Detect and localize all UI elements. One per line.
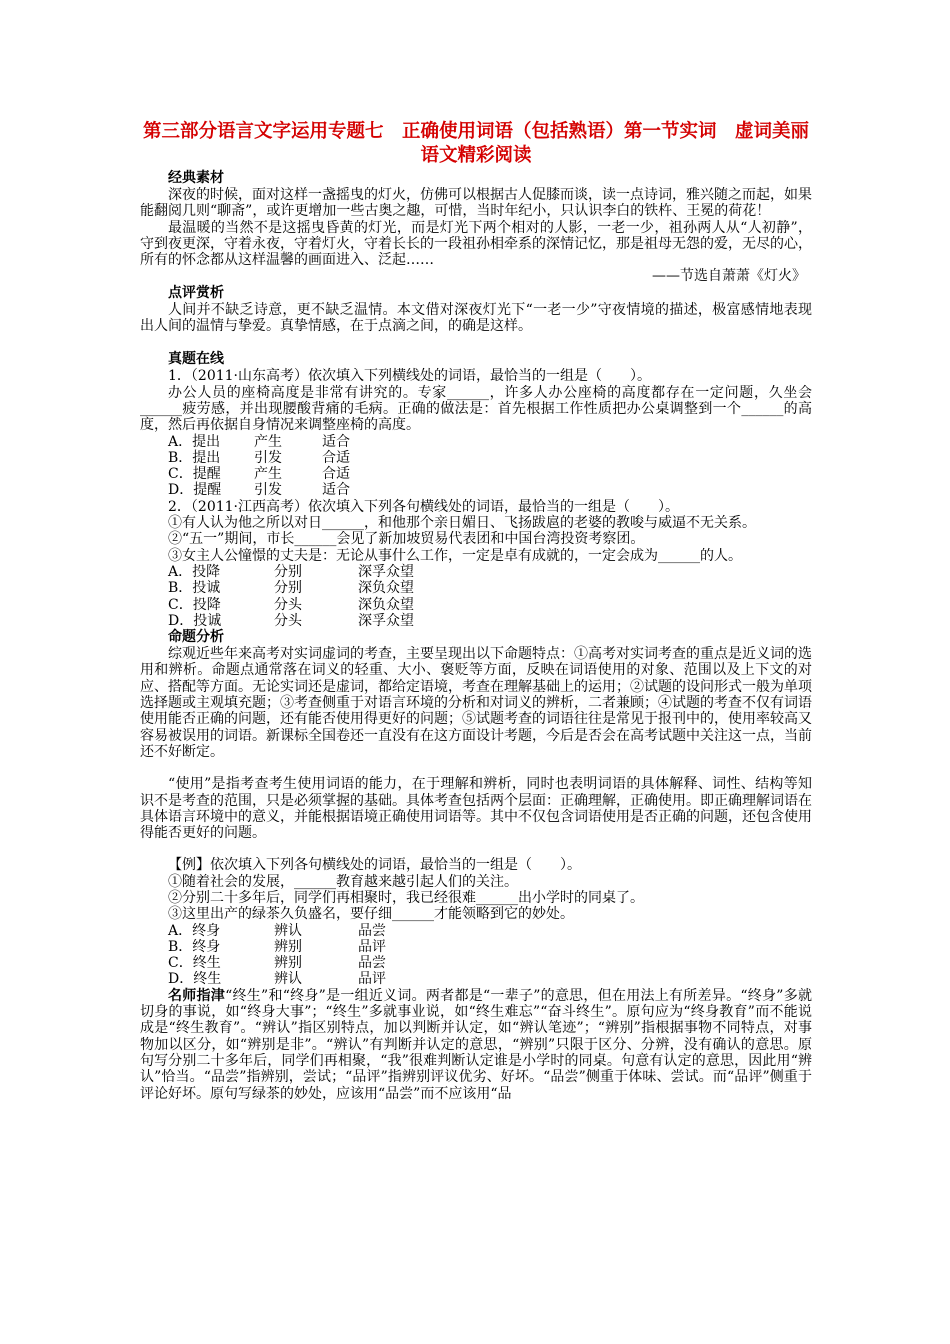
- q2-option-d: D．投诚 分头 深孚众望: [168, 612, 414, 629]
- q1-text: 办公人员的座椅高度是非常有讲究的。专家______，许多人办公座椅的高度都存在一定问题，久坐会______疲劳感，并出现腰酸背痛的毛病。正确的做法是：首先根据工作性质把办公桌调整到一个______的高度，然后再依据自身情况来调整座椅的高度。: [140, 384, 812, 434]
- analysis-paragraph-2: “使用”是指考查考生使用词语的能力，在于理解和辨析，同时也表明词语的具体解释、词性、结构等知识不是考查的范围，只是必须掌握的基础。具体考查包括两个层面：正确理解，正确使用。即正确理解词语在具体语言环境中的意义，并能根据语境正确使用词语等。其中不仅包含词语使用是否正确的问题，还包含使用得能否更好的问题。: [140, 776, 812, 842]
- example-sentence-1: ①随着社会的发展，______教育越来越引起人们的关注。: [168, 873, 518, 890]
- example-option-a: A．终身 辨认 品尝: [168, 922, 386, 939]
- q1-stem: 1．（2011·山东高考）依次填入下列横线处的词语，最恰当的一组是（ ）。: [168, 368, 651, 385]
- example-sentence-2: ②分别二十多年后，同学们再相聚时，我已经很难______出小学时的同桌了。: [168, 889, 644, 906]
- comment-paragraph: 人间并不缺乏诗意，更不缺乏温情。本文借对深夜灯光下“一老一少”守夜情境的描述，极富感情地表现出人间的温情与挚爱。真挚情感，在于点滴之间，的确是这样。: [140, 301, 812, 335]
- classic-paragraph-1: 深夜的时候，面对这样一盏摇曳的灯火，仿佛可以根据古人促膝而谈，读一点诗词，雅兴随之而起，如果能翻阅几则“聊斋”，或许更增加一些古奥之趣，可惜，当时年纪小，只认识李白的铁杵、王冕的荷花！: [140, 187, 812, 220]
- q1-option-d: D．提醒 引发 适合: [168, 482, 350, 499]
- example-guide: [140, 988, 812, 1102]
- q2-sentence-1: ①有人认为他之所以对日______，和他那个亲日媚日、飞扬跋扈的老婆的教唆与威逼不无关系。: [168, 515, 756, 532]
- spacer: [140, 841, 812, 857]
- q1-option-a: A．提出 产生 适合: [168, 433, 350, 450]
- document-page: [140, 120, 812, 1102]
- spacer: [140, 334, 812, 351]
- classic-paragraph-2: 最温暖的当然不是这摇曳昏黄的灯光，而是灯光下两个相对的人影，一老一少，祖孙两人从“人初静”，守到夜更深，守着永夜，守着灯火，守着长长的一段祖孙相牵系的深情记忆，那是祖母无怨的爱，无尽的心，所有的怀念都从这样温馨的画面进入、泛起……: [140, 219, 812, 269]
- example-option-c: C．终生 辨别 品尝: [168, 955, 386, 972]
- example-stem: 【例】依次填入下列各句横线处的词语，最恰当的一组是（ ）。: [168, 857, 581, 874]
- guide-text: “终生”和“终身”是一组近义词。两者都是“一辈子”的意思，但在用法上有所差异。“终身”多就切身的事说，如“终身大事”；“终生”多就事业说，如“终生难忘”“奋斗终生”。原句应为“终身教育”而不能说成是“终生教育”。“辨认”指区别特点，加以判断并认定，如“辨认笔迹”；“辨别”指根据事物不同特点，对事物加以区分，如“辨别是非”。“辨认”有判断并认定的意思，“辨别”只限于区分、分辨，没有确认的意思。原句写分别二十多年后，同学们再相聚，“我”很难判断认定谁是小学时的同桌。句意有认定的意思，因此用“辨认”恰当。“品尝”指辨别，尝试；“品评”指辨别评议优劣、好坏。“品尝”侧重于体味、尝试。而“品评”侧重于评论好坏。原句写绿茶的妙处，应该用“品尝”而不应该用“品: [140, 987, 812, 1102]
- example-option-d: D．终生 辨认 品评: [168, 971, 386, 988]
- example-sentence-3: ③这里出产的绿茶久负盛名，要仔细______才能领略到它的妙处。: [168, 906, 574, 923]
- q2-sentence-3: ③女主人公憧憬的丈夫是：无论从事什么工作，一定是卓有成就的，一定会成为______的人。: [168, 547, 742, 564]
- q1-option-c: C．提醒 产生 合适: [168, 466, 350, 483]
- classic-source: ——节选自萧萧《灯火》: [652, 268, 806, 285]
- q2-sentence-2: ②“五一”期间，市长______会见了新加坡贸易代表团和中国台湾投资考察团。: [168, 531, 645, 548]
- guide-label: 名师指津: [168, 987, 226, 1004]
- page-title: 第三部分语言文字运用专题七 正确使用词语（包括熟语）第一节实词 虚词美丽语文精彩阅读: [142, 121, 809, 166]
- spacer: [140, 760, 812, 776]
- section-heading-classic: 经典素材: [168, 170, 224, 186]
- q2-option-b: B．投诚 分别 深负众望: [168, 580, 414, 597]
- section-heading-analysis: 命题分析: [168, 629, 224, 646]
- q2-stem: 2．（2011·江西高考）依次填入下列各句横线处的词语，最恰当的一组是（ ）。: [168, 498, 679, 515]
- q2-option-c: C．投降 分头 深负众望: [168, 596, 414, 613]
- section-heading-comment: 点评赏析: [168, 284, 224, 301]
- q1-option-b: B．提出 引发 合适: [168, 449, 350, 466]
- example-option-b: B．终身 辨别 品评: [168, 938, 386, 955]
- q2-option-a: A．投降 分别 深孚众望: [168, 563, 414, 580]
- analysis-paragraph-1: 综观近些年来高考对实词虚词的考查，主要呈现出以下命题特点：①高考对实词考查的重点是近义词的选用和辨析。命题点通常落在词义的轻重、大小、褒贬等方面，反映在词语使用的对象、范围以及上下文的对应、搭配等方面。无论实词还是虚词，都给定语境，考查在理解基础上的运用；②试题的设问形式一般为单项选择题或主观填充题；③考查侧重于对语言环境的分析和对词义的辨析，二者兼顾；④试题的考查不仅有词语使用能否正确的问题，还有能否使用得更好的问题；⑤试题考查的词语往往是常见于报刊中的，使用率较高又容易被误用的词语。新课标全国卷还一直没有在这方面设计考题，今后是否会在高考试题中关注这一点，当前还不好断定。: [140, 646, 812, 760]
- section-heading-real: 真题在线: [168, 351, 224, 368]
